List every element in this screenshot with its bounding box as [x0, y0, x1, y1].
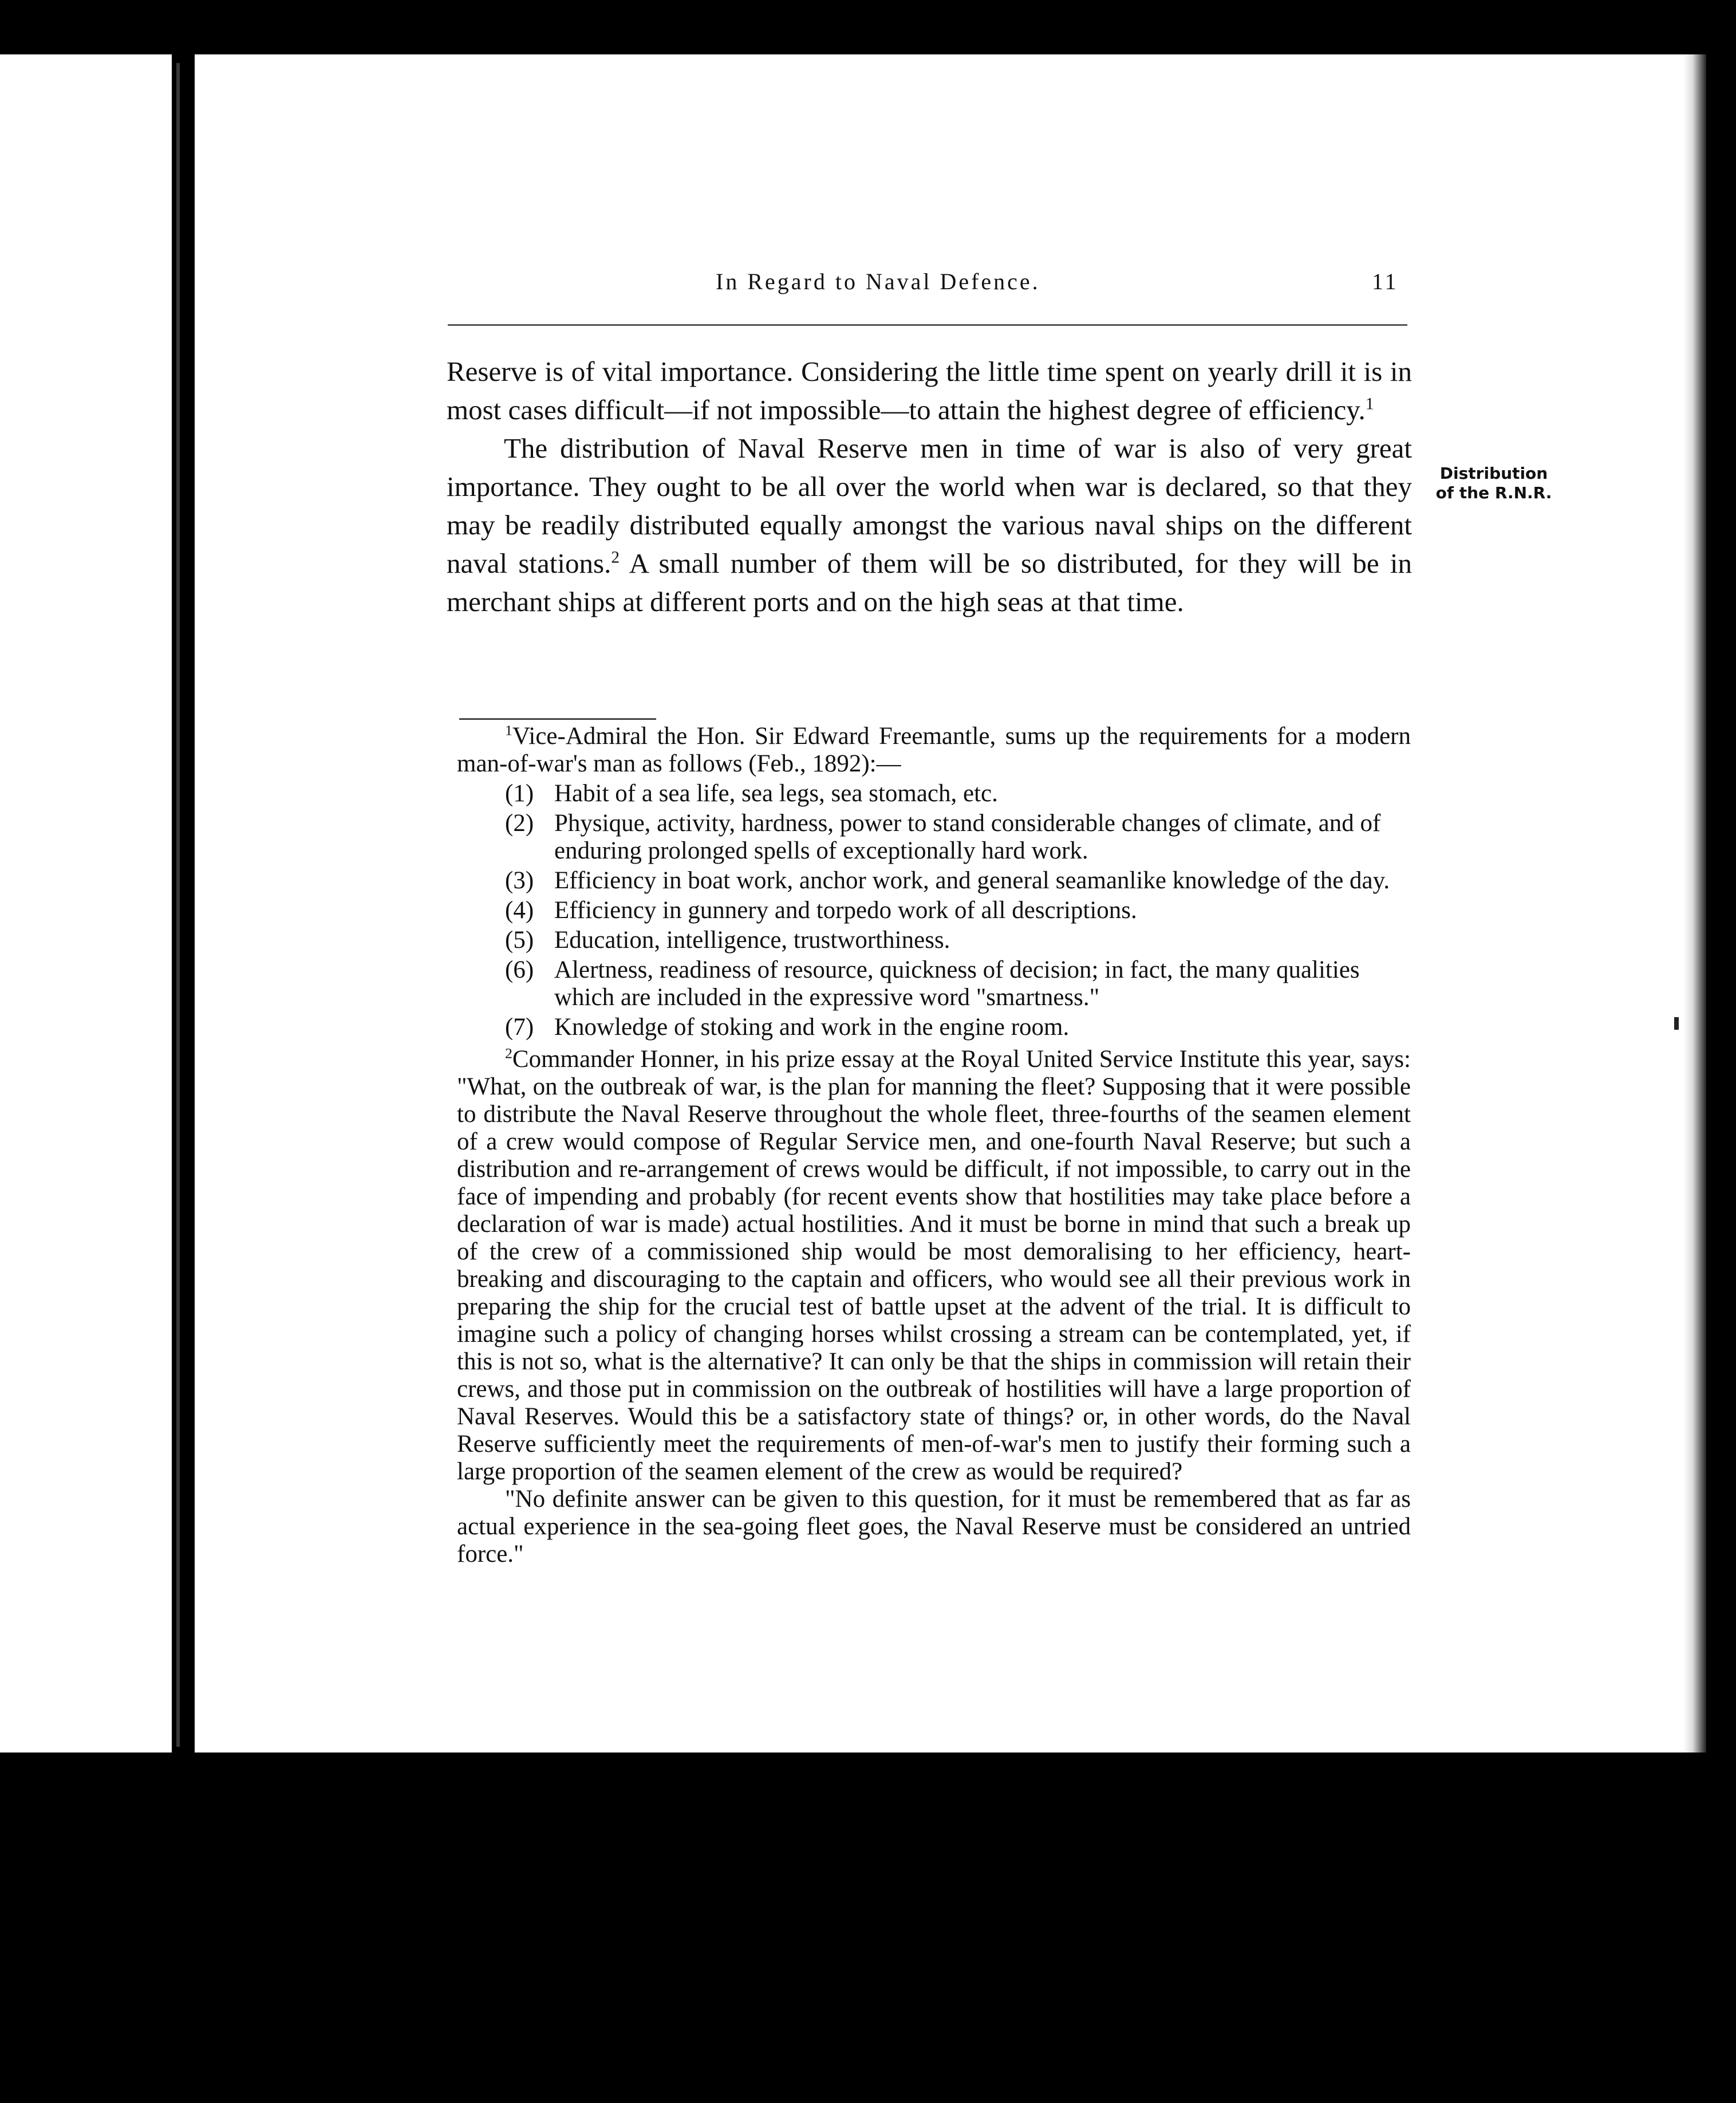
footnote-separator — [459, 718, 656, 720]
footnote-reference: 2 — [611, 548, 620, 567]
footnote-2: $^2$Commander Honner, in his prize essay at the Royal United Service Institute this year, says: "What, on the outbreak of war, is the plan for manning the fleet? Supposing that it were possible to distribute the Naval Reserve throughout the whole fleet, three-fourths of the seamen element of a crew would compose of Regular Service men, and one-fourth Naval Reserve; but such a distribution and re-arrangement of crews would be difficult, if not impossible, to carry out in the face of impending and probably (for recent events show that hostilities may take place before a declaration of war is made) actual hostilities. And it must be borne in mind that such a break up of the crew of a commissioned ship would be most demoralising to her efficiency, heart-breaking and discouraging to the captain and officers, who would see all their previous work in preparing the ship for the crucial test of battle upset at the advent of the trial. It is difficult to imagine such a policy of changing horses whilst crossing a stream can be contemplated, yet, if this is not so, what is the alternative? It can only be that the ships in commission will retain their crews, and those put in commission on the outbreak of hostilities will have a large proportion of Naval Reserves. Would this be a satisfactory state of things? or, in other words, do the Naval Reserve sufficiently meet the requirements of men-of-war's men to justify their forming such a large proportion of the seamen element of the crew as would be required? — [457, 1045, 1411, 1485]
list-item: (4) Efficiency in gunnery and torpedo work of all descriptions. — [505, 897, 1137, 924]
footnote-2-continuation: "No definite answer can be given to this question, for it must be remembered that as far as actual experience in the sea-going fleet goes, the Naval Reserve must be considered an untried force." — [457, 1486, 1411, 1568]
requirements-list — [457, 780, 1411, 1041]
footnotes — [457, 723, 1411, 1568]
scan-bottom-border — [0, 1752, 1736, 2103]
footnote-1: $^1$Vice-Admiral the Hon. Sir Edward Freemantle, sums up the requirements for a modern man-of-war's man as follows (Feb., 1892):— — [457, 722, 1411, 777]
page-gutter — [172, 54, 195, 1752]
scan-top-border — [0, 0, 1736, 57]
page-right-edge — [1683, 54, 1706, 1752]
list-item: (2) Physique, activity, hardness, power to stand considerable changes of climate, and of enduring prolonged spells of exceptionally hard work. — [505, 810, 1381, 864]
main-text — [447, 352, 1412, 621]
list-item: (6) Alertness, readiness of resource, quickness of decision; in fact, the many qualities which are included in the expressive word "smartness." — [505, 956, 1360, 1011]
footnote-marker: 1 — [505, 722, 512, 739]
running-header: In Regard to Naval Defence. — [716, 269, 1040, 294]
scan-speck — [1674, 1017, 1679, 1030]
list-item: (3) Efficiency in boat work, anchor work, and general seamanlike knowledge of the day. — [505, 867, 1390, 894]
margin-note — [1422, 464, 1565, 503]
paragraph: Reserve is of vital importance. Considering the little time spent on yearly drill it is in most cases difficult—if not impossible—to attain the highest degree of efficiency.$^1$ — [447, 356, 1412, 426]
header-rule — [448, 324, 1407, 326]
paragraph: The distribution of Naval Reserve men in time of war is also of very great importance. They ought to be all over the world when war is declared, so that they may be readily distributed equally amongst the various naval ships on the different naval stations.$^2$ A small number of them will be so distributed, for they will be in merchant ships at different ports and on the high seas at that time. — [447, 432, 1412, 617]
margin-note-line: Distribution — [1439, 464, 1548, 483]
list-item: (5) Education, intelligence, trustworthiness. — [505, 927, 950, 954]
facing-page-margin — [0, 54, 182, 1752]
list-item: (1) Habit of a sea life, sea legs, sea stomach, etc. — [505, 780, 998, 807]
list-item: (7) Knowledge of stoking and work in the engine room. — [505, 1014, 1070, 1041]
page-number: 11 — [1372, 269, 1399, 294]
footnote-marker: 2 — [505, 1045, 512, 1062]
margin-note-line: of the R.N.R. — [1435, 483, 1552, 502]
gutter-shadow — [176, 63, 180, 1747]
footnote-reference: 1 — [1365, 395, 1374, 413]
